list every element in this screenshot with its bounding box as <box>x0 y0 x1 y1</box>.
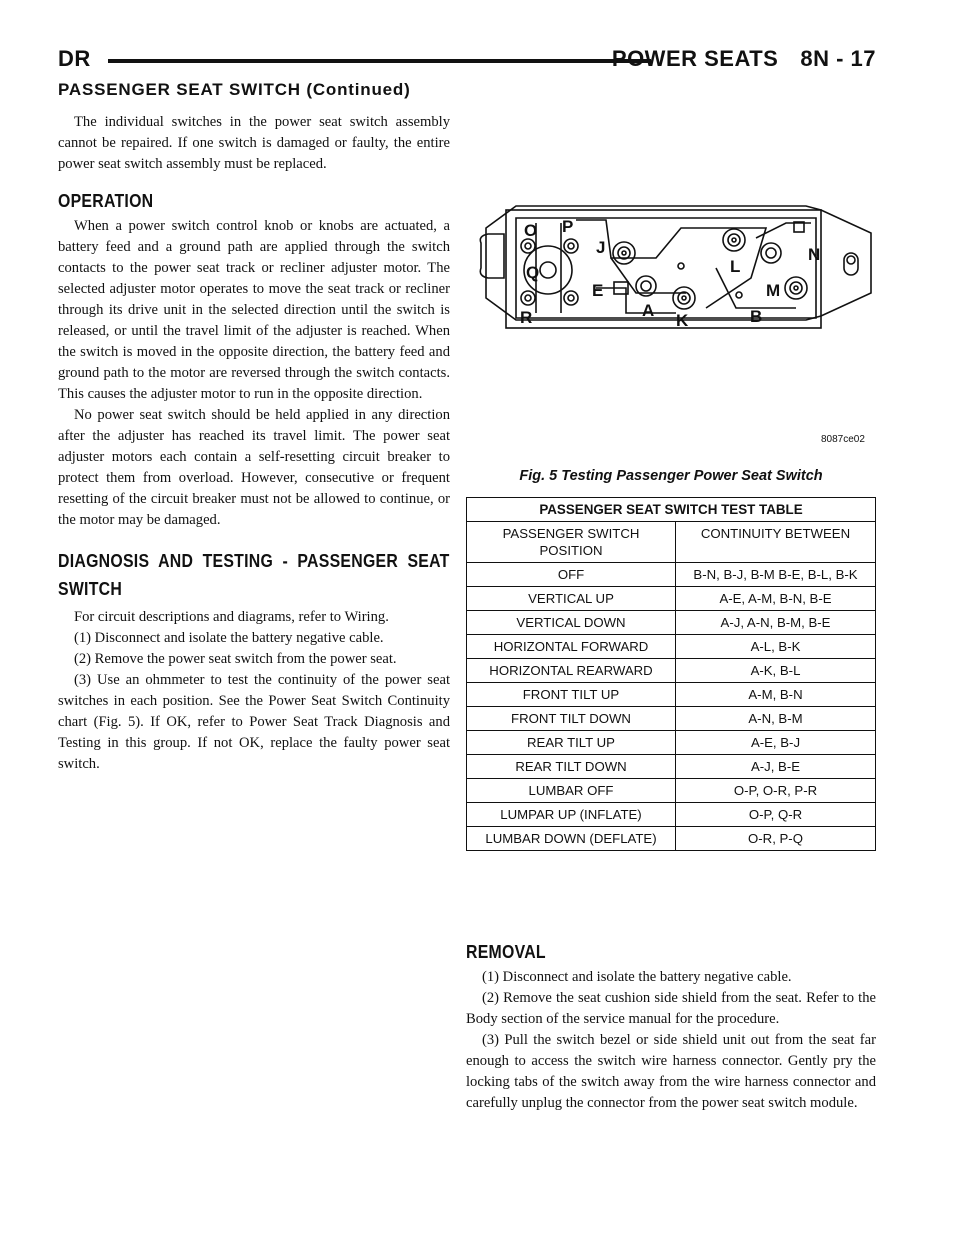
figure-code: 8087ce02 <box>821 434 865 445</box>
table-row <box>467 827 876 851</box>
removal-heading: REMOVAL <box>466 942 546 962</box>
label-b: B <box>750 307 763 326</box>
label-k: K <box>676 311 689 330</box>
switch-diagram <box>476 198 876 453</box>
row-position: FRONT TILT UP <box>467 683 676 707</box>
row-continuity: A-J, B-E <box>676 755 876 779</box>
table-row <box>467 731 876 755</box>
removal-step-3: (3) Pull the switch bezel or side shield unit out from the seat far enough to access the switch wire harness connector. Gently pry the locking tabs of the switch away from the wire harness connector and carefully unplug the connector from the power seat switch module. <box>466 1032 876 1111</box>
left-column <box>58 112 450 775</box>
page-number: 8N - 17 <box>800 46 876 71</box>
label-r: R <box>520 308 533 327</box>
table-row <box>467 563 876 587</box>
table-title: PASSENGER SEAT SWITCH TEST TABLE <box>467 498 876 522</box>
table-row <box>467 611 876 635</box>
table-row <box>467 659 876 683</box>
section-code: DR <box>58 46 91 71</box>
label-m: M <box>766 281 781 300</box>
row-continuity: O-R, P-Q <box>676 827 876 851</box>
row-position: HORIZONTAL FORWARD <box>467 635 676 659</box>
continued-title: PASSENGER SEAT SWITCH (Continued) <box>58 80 411 99</box>
table-row <box>467 755 876 779</box>
diagnosis-paragraph: For circuit descriptions and diagrams, refer to Wiring. <box>74 609 389 625</box>
label-n: N <box>808 245 821 264</box>
operation-paragraph-1: When a power switch control knob or knobs are actuated, a battery feed and a ground path are applied through the switch contacts to the power seat track or recliner adjuster motor. The selected adjuster motor operates to move the seat track or recliner through its drive unit in the selected direction until the switch is released, or until the travel limit of the adjuster is reached. When the switch is moved in the opposite direction, the battery feed and ground path to the motor are reversed through the switch contacts. This causes the adjuster motor to run in the opposite direction. <box>58 218 450 402</box>
row-position: LUMBAR OFF <box>467 779 676 803</box>
table-header-position: PASSENGER SWITCH POSITION <box>467 522 676 563</box>
row-continuity: A-E, B-J <box>676 731 876 755</box>
row-continuity: A-E, A-M, B-N, B-E <box>676 587 876 611</box>
row-continuity: A-M, B-N <box>676 683 876 707</box>
label-a: A <box>642 301 655 320</box>
row-continuity: A-L, B-K <box>676 635 876 659</box>
diagnosis-step-1: (1) Disconnect and isolate the battery negative cable. <box>74 630 384 646</box>
row-position: LUMPAR UP (INFLATE) <box>467 803 676 827</box>
table-row <box>467 779 876 803</box>
removal-section <box>466 942 876 1114</box>
row-continuity: O-P, O-R, P-R <box>676 779 876 803</box>
table-row <box>467 803 876 827</box>
label-j: J <box>596 238 606 257</box>
diagnosis-heading: DIAGNOSIS AND TESTING - PASSENGER SEAT SWITCH <box>58 551 450 599</box>
figure-caption: Fig. 5 Testing Passenger Power Seat Switch <box>519 468 823 484</box>
row-position: VERTICAL UP <box>467 587 676 611</box>
operation-paragraph-2: No power seat switch should be held applied in any direction after the adjuster has reached its travel limit. The power seat adjuster motors each contain a self-resetting circuit breaker to protect them from overload. However, consecutive or frequent resetting of the circuit breaker must not be allowed to continue, or the motor may be damaged. <box>58 407 450 528</box>
header-rule <box>108 59 651 63</box>
row-continuity: A-K, B-L <box>676 659 876 683</box>
row-position: FRONT TILT DOWN <box>467 707 676 731</box>
row-continuity: O-P, Q-R <box>676 803 876 827</box>
table-row <box>467 683 876 707</box>
switch-test-table <box>466 497 876 851</box>
row-position: REAR TILT DOWN <box>467 755 676 779</box>
removal-step-1: (1) Disconnect and isolate the battery negative cable. <box>482 969 792 985</box>
row-continuity: A-N, B-M <box>676 707 876 731</box>
operation-heading: OPERATION <box>58 191 154 211</box>
row-position: HORIZONTAL REARWARD <box>467 659 676 683</box>
row-position: OFF <box>467 563 676 587</box>
table-row <box>467 587 876 611</box>
row-continuity: A-J, A-N, B-M, B-E <box>676 611 876 635</box>
removal-step-2: (2) Remove the seat cushion side shield from the seat. Refer to the Body section of the service manual for the procedure. <box>466 990 876 1027</box>
table-row <box>467 707 876 731</box>
label-e: E <box>592 281 604 300</box>
header-right <box>590 46 876 72</box>
intro-paragraph: The individual switches in the power seat switch assembly cannot be repaired. If one switch is damaged or faulty, the entire power seat switch assembly must be replaced. <box>58 114 450 172</box>
row-continuity: B-N, B-J, B-M B-E, B-L, B-K <box>676 563 876 587</box>
label-l: L <box>730 257 741 276</box>
label-p: P <box>562 217 574 236</box>
label-q: Q <box>526 263 540 282</box>
table-header-continuity: CONTINUITY BETWEEN <box>676 522 876 563</box>
table-row <box>467 635 876 659</box>
diagnosis-step-2: (2) Remove the power seat switch from the power seat. <box>74 651 397 667</box>
label-o: O <box>524 221 538 240</box>
page-section-title: POWER SEATS <box>611 46 779 71</box>
row-position: VERTICAL DOWN <box>467 611 676 635</box>
row-position: LUMBAR DOWN (DEFLATE) <box>467 827 676 851</box>
diagnosis-step-3: (3) Use an ohmmeter to test the continuity of the power seat switches in each position. See the Power Seat Switch Continuity chart (Fig. 5). If OK, refer to Power Seat Track Diagnosis and Testing in this group. If not OK, replace the faulty power seat switch. <box>58 672 450 772</box>
row-position: REAR TILT UP <box>467 731 676 755</box>
